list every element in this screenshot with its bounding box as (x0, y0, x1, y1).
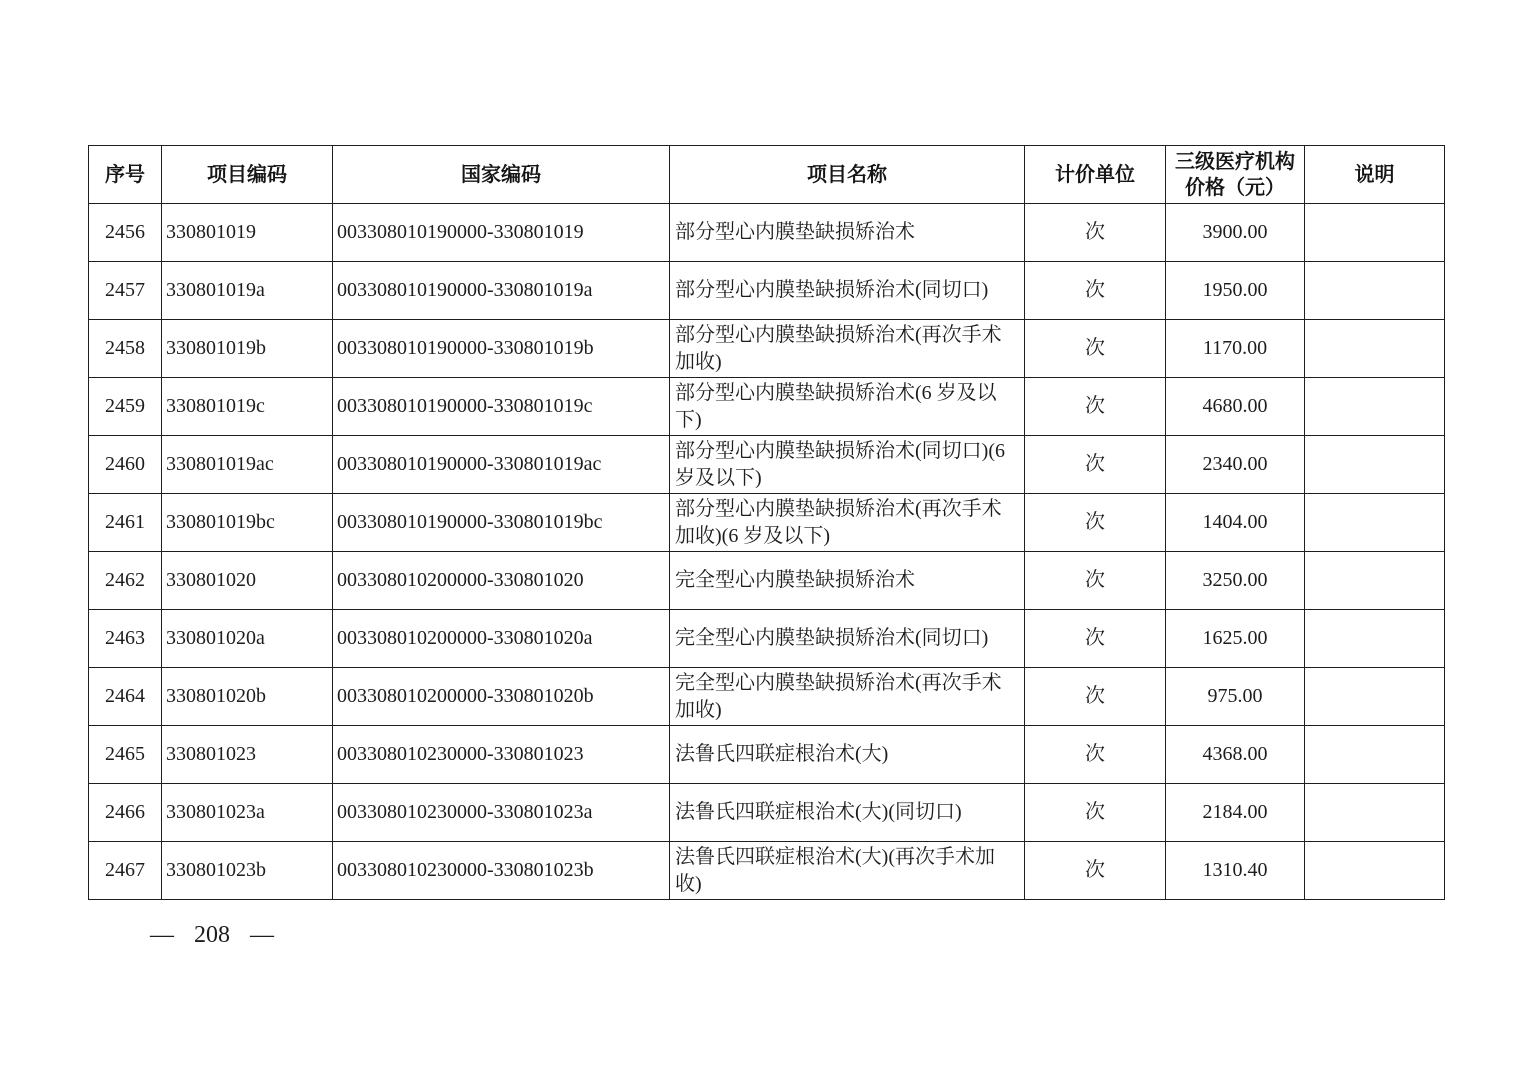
cell-unit: 次 (1025, 610, 1166, 668)
cell-project-name: 完全型心内膜垫缺损矫治术 (670, 552, 1025, 610)
cell-seq: 2458 (89, 320, 162, 378)
cell-project-code: 330801019c (162, 378, 333, 436)
cell-price: 3250.00 (1166, 552, 1305, 610)
cell-note (1305, 784, 1445, 842)
table-header-row (89, 146, 1445, 204)
cell-note (1305, 842, 1445, 900)
cell-seq: 2466 (89, 784, 162, 842)
cell-seq: 2457 (89, 262, 162, 320)
cell-unit: 次 (1025, 668, 1166, 726)
table-row (89, 320, 1445, 378)
cell-national-code: 003308010190000-330801019b (333, 320, 670, 378)
cell-national-code: 003308010190000-330801019a (333, 262, 670, 320)
cell-national-code: 003308010190000-330801019 (333, 204, 670, 262)
header-project-code: 项目编码 (162, 146, 333, 204)
cell-price: 1625.00 (1166, 610, 1305, 668)
header-seq: 序号 (89, 146, 162, 204)
cell-seq: 2459 (89, 378, 162, 436)
cell-project-code: 330801023 (162, 726, 333, 784)
table-row (89, 668, 1445, 726)
cell-project-name: 部分型心内膜垫缺损矫治术(再次手术加收) (670, 320, 1025, 378)
cell-seq: 2462 (89, 552, 162, 610)
cell-unit: 次 (1025, 320, 1166, 378)
cell-note (1305, 494, 1445, 552)
cell-project-name: 部分型心内膜垫缺损矫治术(同切口) (670, 262, 1025, 320)
page-number: — 208 — (150, 922, 274, 948)
cell-project-code: 330801019 (162, 204, 333, 262)
cell-unit: 次 (1025, 726, 1166, 784)
cell-project-name: 部分型心内膜垫缺损矫治术 (670, 204, 1025, 262)
cell-project-name: 部分型心内膜垫缺损矫治术(再次手术加收)(6 岁及以下) (670, 494, 1025, 552)
cell-unit: 次 (1025, 436, 1166, 494)
header-project-name: 项目名称 (670, 146, 1025, 204)
cell-project-code: 330801019a (162, 262, 333, 320)
table-row (89, 262, 1445, 320)
cell-national-code: 003308010200000-330801020 (333, 552, 670, 610)
cell-note (1305, 204, 1445, 262)
cell-project-name: 完全型心内膜垫缺损矫治术(再次手术加收) (670, 668, 1025, 726)
table-row (89, 842, 1445, 900)
cell-project-name: 部分型心内膜垫缺损矫治术(6 岁及以下) (670, 378, 1025, 436)
cell-national-code: 003308010200000-330801020b (333, 668, 670, 726)
cell-seq: 2456 (89, 204, 162, 262)
cell-seq: 2463 (89, 610, 162, 668)
table-row (89, 204, 1445, 262)
cell-note (1305, 610, 1445, 668)
cell-national-code: 003308010230000-330801023b (333, 842, 670, 900)
cell-project-name: 法鲁氏四联症根治术(大)(再次手术加收) (670, 842, 1025, 900)
cell-project-code: 330801020a (162, 610, 333, 668)
cell-national-code: 003308010190000-330801019ac (333, 436, 670, 494)
cell-project-name: 部分型心内膜垫缺损矫治术(同切口)(6 岁及以下) (670, 436, 1025, 494)
cell-project-code: 330801019b (162, 320, 333, 378)
cell-price: 1170.00 (1166, 320, 1305, 378)
cell-note (1305, 378, 1445, 436)
cell-price: 975.00 (1166, 668, 1305, 726)
cell-project-name: 法鲁氏四联症根治术(大)(同切口) (670, 784, 1025, 842)
header-price: 三级医疗机构价格（元） (1166, 146, 1305, 204)
table-row (89, 726, 1445, 784)
cell-unit: 次 (1025, 842, 1166, 900)
cell-project-name: 完全型心内膜垫缺损矫治术(同切口) (670, 610, 1025, 668)
cell-seq: 2464 (89, 668, 162, 726)
cell-price: 3900.00 (1166, 204, 1305, 262)
cell-project-code: 330801019bc (162, 494, 333, 552)
cell-price: 1310.40 (1166, 842, 1305, 900)
cell-note (1305, 320, 1445, 378)
cell-unit: 次 (1025, 552, 1166, 610)
pricing-table (88, 145, 1445, 900)
cell-project-code: 330801020b (162, 668, 333, 726)
cell-project-code: 330801020 (162, 552, 333, 610)
cell-unit: 次 (1025, 494, 1166, 552)
table-row (89, 436, 1445, 494)
header-national-code: 国家编码 (333, 146, 670, 204)
table-row (89, 784, 1445, 842)
table-row (89, 378, 1445, 436)
table-row (89, 494, 1445, 552)
cell-unit: 次 (1025, 262, 1166, 320)
table-row (89, 552, 1445, 610)
cell-price: 1404.00 (1166, 494, 1305, 552)
cell-unit: 次 (1025, 204, 1166, 262)
cell-note (1305, 726, 1445, 784)
cell-national-code: 003308010200000-330801020a (333, 610, 670, 668)
cell-project-code: 330801019ac (162, 436, 333, 494)
cell-price: 1950.00 (1166, 262, 1305, 320)
cell-seq: 2460 (89, 436, 162, 494)
cell-seq: 2465 (89, 726, 162, 784)
cell-project-name: 法鲁氏四联症根治术(大) (670, 726, 1025, 784)
cell-unit: 次 (1025, 784, 1166, 842)
cell-national-code: 003308010230000-330801023a (333, 784, 670, 842)
cell-note (1305, 552, 1445, 610)
cell-price: 4680.00 (1166, 378, 1305, 436)
cell-national-code: 003308010230000-330801023 (333, 726, 670, 784)
header-unit: 计价单位 (1025, 146, 1166, 204)
cell-project-code: 330801023a (162, 784, 333, 842)
cell-project-code: 330801023b (162, 842, 333, 900)
cell-seq: 2467 (89, 842, 162, 900)
table-row (89, 610, 1445, 668)
cell-note (1305, 436, 1445, 494)
cell-national-code: 003308010190000-330801019bc (333, 494, 670, 552)
cell-national-code: 003308010190000-330801019c (333, 378, 670, 436)
cell-seq: 2461 (89, 494, 162, 552)
cell-note (1305, 262, 1445, 320)
header-note: 说明 (1305, 146, 1445, 204)
cell-price: 2184.00 (1166, 784, 1305, 842)
cell-price: 4368.00 (1166, 726, 1305, 784)
cell-price: 2340.00 (1166, 436, 1305, 494)
cell-note (1305, 668, 1445, 726)
cell-unit: 次 (1025, 378, 1166, 436)
